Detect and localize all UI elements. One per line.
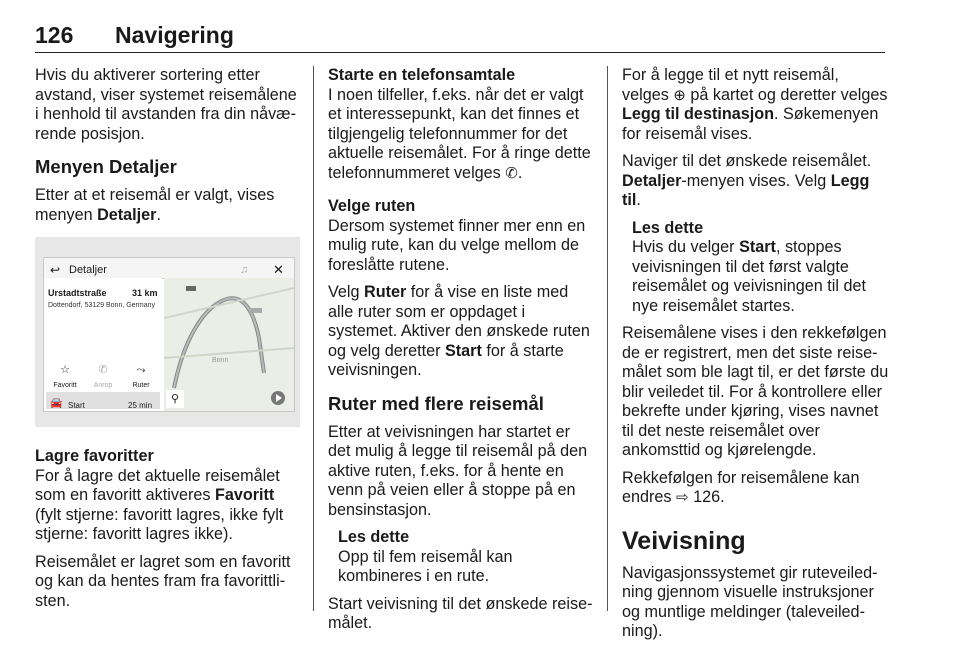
action-buttons bbox=[44, 364, 162, 390]
route-map bbox=[164, 278, 294, 411]
destination-info bbox=[44, 278, 162, 411]
screen-title-bar bbox=[44, 258, 294, 279]
paragraph: Naviger til det ønskede reisemålet. Detaljer-menyen vises. Velg Legg til. bbox=[622, 152, 872, 209]
map-city-label: Bonn bbox=[212, 357, 229, 364]
column-2 bbox=[328, 66, 596, 642]
destination-street: Urstadtstraße bbox=[48, 288, 107, 298]
star-icon: ☆ bbox=[60, 364, 70, 376]
page-number: 126 bbox=[35, 22, 74, 48]
page-title: Navigering bbox=[115, 22, 234, 48]
column-3 bbox=[622, 66, 890, 650]
paragraph: Etter at et reisemål er valgt, vises menyen Detaljer. bbox=[35, 186, 275, 224]
paragraph: Dersom systemet finner mer enn en mulig rute, kan du velge mellom de foreslåtte rutene. bbox=[328, 216, 586, 274]
paragraph: Rekkefølgen for reisemålene kan endres ⇨ 126. bbox=[622, 468, 860, 506]
phone-icon: ✆ bbox=[505, 164, 518, 182]
paragraph: Velg Ruter for å vise en liste med alle ruter som er oppdaget i systemet. Aktiver den ønskede ruten og velg deretter Start for å starte veivisningen. bbox=[328, 283, 590, 379]
note-text: Opp til fem reisemål kan kombineres i en rute. bbox=[338, 547, 513, 585]
note-text: Hvis du velger Start, stoppes veivisningen til det først valgte reisemålet og veivisningen til det nye reisemålet startes. bbox=[632, 238, 866, 315]
section-heading-details: Menyen Detaljer bbox=[35, 156, 177, 177]
column-divider bbox=[607, 66, 608, 611]
column-divider bbox=[313, 66, 314, 611]
note-label: Les dette bbox=[632, 218, 704, 237]
subheading-favorites: Lagre favoritter bbox=[35, 447, 154, 465]
paragraph: Hvis du aktiverer sortering etter avstand, viser systemet reisemålene i henhold til avstanden fra din nåværende posisjon. bbox=[35, 66, 297, 143]
paragraph: I noen tilfeller, f.eks. når det er valgt et interessepunkt, kan det finnes et tilgjengelig telefonnummer for det aktuelle reisemålet. For å ringe dette telefonnummeret velges ✆. bbox=[328, 85, 591, 182]
paragraph: For å legge til et nytt reisemål, velges ⊕ på kartet og deretter velges Legg til destinasjon. Søkemenyen for reisemål vises. bbox=[622, 66, 888, 143]
note bbox=[328, 528, 596, 587]
route-duration: 25 min bbox=[128, 401, 153, 410]
subheading-route: Velge ruten bbox=[328, 197, 416, 215]
details-screen bbox=[43, 257, 295, 412]
section-heading-multi: Ruter med flere reisemål bbox=[328, 392, 544, 414]
routes-button: ⤳ Ruter bbox=[122, 364, 160, 396]
infotainment-screenshot bbox=[35, 237, 300, 427]
start-bar bbox=[46, 392, 160, 409]
paragraph: For å lagre det aktuelle reisemålet som en favoritt aktiveres Favoritt (fylt stjerne: favoritt lagres, ikke fylt stjerne: favoritt lagres ikke). bbox=[35, 466, 284, 543]
paragraph: Etter at veivisningen har startet er det mulig å legge til reisemål på den aktive ruten, f.eks. for å hente en venn på veien eller å stoppe på en bensinstasjon. bbox=[328, 422, 588, 519]
close-icon: ✕ bbox=[273, 262, 284, 277]
music-icon: ♫ bbox=[240, 264, 249, 276]
destination-city: Dottendorf, 53129 Bonn, Germany bbox=[48, 302, 156, 309]
column-1 bbox=[35, 66, 300, 619]
subheading-phone: Starte en telefonsamtale bbox=[328, 66, 516, 84]
call-button: ✆ Anrop bbox=[84, 364, 122, 396]
note bbox=[622, 219, 890, 317]
section-heading-guidance: Veivisning bbox=[622, 526, 746, 555]
paragraph: Reisemålet er lagret som en favoritt og kan da hentes fram fra favorittlisten. bbox=[35, 552, 291, 610]
phone-icon: ✆ bbox=[98, 364, 108, 376]
destination-distance: 31 km bbox=[132, 288, 158, 298]
back-arrow-icon: ↩ bbox=[50, 263, 61, 277]
paragraph: Navigasjonssystemet gir ruteveiledning gjennom visuelle instruksjoner og muntlige meldinger (taleveiledning). bbox=[622, 563, 878, 640]
start-label: Start bbox=[68, 401, 85, 410]
pin-icon: ⚲ bbox=[166, 390, 184, 408]
page-reference-arrow-icon: ⇨ bbox=[676, 489, 689, 506]
favorite-button: ☆ Favoritt bbox=[46, 364, 84, 396]
screen-title: Detaljer bbox=[69, 264, 107, 276]
routes-icon: ⤳ bbox=[136, 364, 146, 376]
car-icon: 🚘 bbox=[50, 398, 63, 409]
paragraph: Reisemålene vises i den rekkefølgen de er registrert, men det siste reisemålet som ble lagt til, er det første du blir veiledet til. For å kontrollere eller bekrefte under kjøring, vises navnet til det neste reisemålet over ankomsttid og kjørelengde. bbox=[622, 324, 889, 459]
paragraph: Start veivisning til det ønskede reisemålet. bbox=[328, 594, 593, 632]
crosshair-icon: ⊕ bbox=[673, 86, 686, 104]
note-label: Les dette bbox=[338, 528, 410, 546]
page-header bbox=[35, 22, 885, 53]
